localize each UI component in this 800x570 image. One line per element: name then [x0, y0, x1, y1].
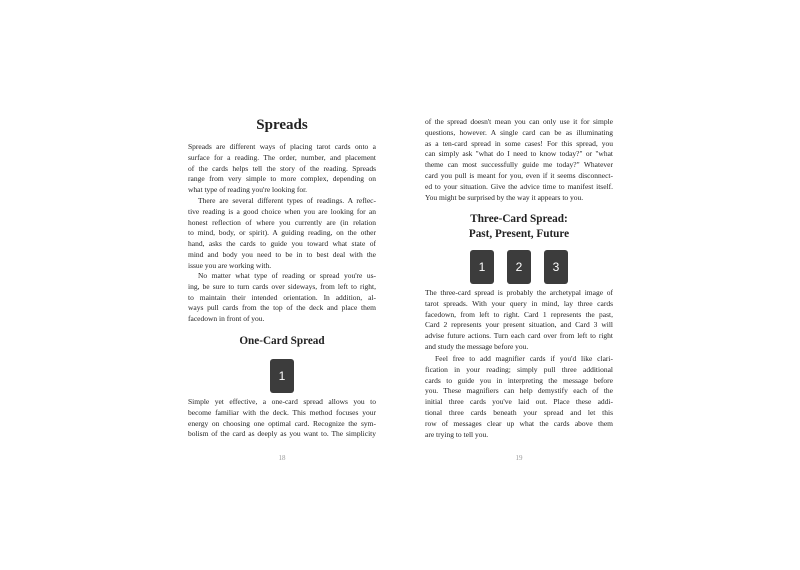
text-line: ed to your situation. Give the advice time to manifest itself. [425, 181, 613, 191]
text-line: row of messages clear up what the cards above them [425, 418, 613, 428]
text-line: are trying to tell you. [425, 429, 489, 439]
text-line: what type of reading you're looking for. [188, 185, 308, 195]
text-line: mind and body you need to be in to best deal with the [188, 249, 376, 259]
text-line: can simply ask "what do I need to know today?" or "what [425, 149, 613, 159]
tarot-card-2: 2 [507, 250, 531, 284]
left-page [188, 0, 376, 570]
text-line: facedown in front of you. [188, 314, 265, 324]
text-line: Spreads are different ways of placing tarot cards onto a [188, 142, 376, 151]
three-card-diagram [425, 250, 613, 284]
text-line: bolism of the card as deeply as you want to. The simplicity [188, 429, 376, 439]
tarot-card-1: 1 [270, 359, 294, 393]
right-page [425, 0, 613, 570]
text-line: Simple yet effective, a one-card spread allows you to [188, 397, 376, 406]
page-title: Spreads [256, 117, 308, 133]
text-line: energy on choosing one optimal card. Recognize the sym- [188, 418, 376, 428]
text-line: issue you are working with. [188, 260, 272, 270]
one-card-heading: One-Card Spread [239, 335, 325, 347]
orientation-paragraph [188, 271, 376, 325]
text-line: to mind, body, or spirit). A guiding reading, on the other [188, 228, 376, 238]
page-number: 18 [278, 454, 286, 462]
magnifier-paragraph [425, 354, 613, 440]
text-line: become familiar with the deck. This method focuses your [188, 407, 376, 417]
three-card-heading-line-1: Three-Card Spread: [470, 213, 568, 225]
text-line: advise future actions. Turn each card over from left to right [425, 331, 613, 341]
text-line: fication in your reading; simply pull three additional [425, 364, 613, 374]
text-line: hand, asks the cards to guide you toward what state of [188, 239, 376, 249]
tarot-card-3: 3 [544, 250, 568, 284]
text-line: card you pull is meant for you, even if it seems disconnect- [425, 170, 613, 180]
text-line: cards to guide you in interpreting the message before [425, 375, 613, 385]
text-line: as a ten-card spread in some cases! For this spread, you [425, 138, 613, 148]
text-line: tive reading is a good choice when you are looking for an [188, 206, 376, 216]
text-line: questions, however. A single card can be as illuminating [425, 127, 613, 137]
one-card-paragraph [188, 397, 376, 440]
text-line: to maintain their intended orientation. In addition, al- [188, 292, 376, 302]
one-card-diagram [188, 359, 376, 393]
text-line: Feel free to add magnifier cards if you'd like clari- [435, 354, 613, 363]
three-card-heading-line-2: Past, Present, Future [468, 228, 570, 240]
text-line: honest reflection of where you currently are (in relation [188, 217, 376, 227]
text-line: range from very simple to more complex, depending on [188, 174, 376, 184]
text-line: You might be surprised by the way it appears to you. [425, 192, 584, 202]
text-line: and study the message before you. [425, 341, 529, 351]
text-line: facedown, from left to right. Card 1 represents the past, [425, 309, 613, 319]
three-card-paragraph [425, 288, 613, 353]
text-line: of the spread doesn't mean you can only use it for simple [425, 117, 613, 126]
text-line: There are several different types of readings. A reflec- [198, 196, 376, 205]
text-line: tarot spreads. With your query in mind, lay three cards [425, 298, 613, 308]
text-line: ways pull cards from the top of the deck and place them [188, 303, 376, 313]
three-card-heading [425, 212, 613, 242]
tarot-card-1: 1 [470, 250, 494, 284]
text-line: No matter what type of reading or spread you're us- [198, 271, 376, 280]
text-line: Card 2 represents your present situation, and Card 3 will [425, 320, 613, 330]
text-line: ing, be sure to turn cards over sideways, from left to right, [188, 281, 376, 291]
text-line: initial three cards you've laid out. Place these addi- [425, 397, 613, 407]
page-number: 19 [515, 454, 523, 462]
text-line: you. These magnifiers can help demystify each of the [425, 386, 613, 396]
continued-paragraph [425, 117, 613, 203]
text-line: The three-card spread is probably the archetypal image of [425, 288, 613, 297]
reading-types-paragraph [188, 196, 376, 272]
intro-paragraph [188, 142, 376, 196]
text-line: theme can most successfully guide me today?" Whatever [425, 160, 613, 170]
text-line: surface for a reading. The order, number, and placement [188, 152, 376, 162]
text-line: tional three cards beneath your spread and let this [425, 407, 613, 417]
text-line: of the cards helps tell the story of the reading. Spreads [188, 163, 376, 173]
